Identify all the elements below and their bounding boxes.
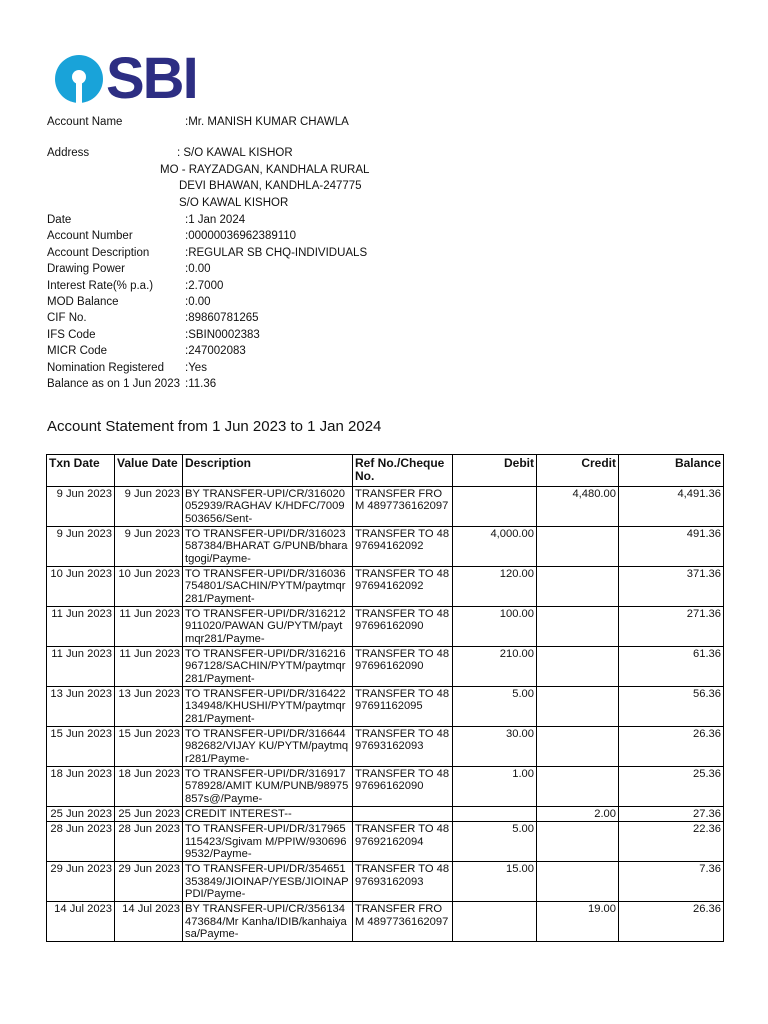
balance-cell-text: 7.36 [699, 863, 721, 876]
ref-no-cell [353, 487, 453, 527]
debit-cell-text: 120.00 [499, 568, 534, 580]
balance-cell [619, 767, 724, 807]
balance-cell [619, 862, 724, 902]
debit-cell [453, 807, 537, 822]
debit-cell [453, 727, 537, 767]
column-header-debit: Debit [453, 455, 537, 487]
table-row [47, 567, 724, 607]
balance-cell-text: 26.36 [693, 728, 721, 740]
account-field-value: :1 Jan 2024 [185, 214, 246, 226]
debit-cell [453, 902, 537, 942]
value-date-cell-text: 18 Jun 2023 [118, 768, 180, 780]
ref-no-cell [353, 862, 453, 902]
txn-date-cell-text: 13 Jun 2023 [50, 688, 112, 700]
account-name-label: Account Name [47, 116, 123, 128]
account-field-label: Account Description [47, 246, 150, 259]
txn-date-cell [47, 687, 115, 727]
ref-no-cell [353, 527, 453, 567]
credit-cell [537, 862, 619, 902]
ref-no-cell-text: TRANSFER FROM 4897736162097 [355, 903, 449, 928]
account-field-label: Date [47, 214, 72, 226]
column-header-ref-no: Ref No./Cheque No. [353, 455, 453, 487]
credit-cell [537, 567, 619, 607]
table-header-row [47, 455, 724, 487]
table-row [47, 727, 724, 767]
transactions-table [46, 454, 724, 942]
table-row [47, 807, 724, 822]
account-field-label: Account Number [47, 230, 133, 243]
balance-cell-text: 4,491.36 [677, 488, 721, 500]
description-cell [183, 527, 353, 567]
debit-cell [453, 687, 537, 727]
credit-cell [537, 727, 619, 767]
description-cell [183, 822, 353, 862]
ref-no-cell [353, 727, 453, 767]
balance-cell-text: 25.36 [693, 768, 721, 780]
txn-date-cell [47, 727, 115, 767]
txn-date-cell [47, 822, 115, 862]
account-field-label: Interest Rate(% p.a.) [47, 279, 154, 292]
value-date-cell-text: 11 Jun 2023 [119, 608, 180, 620]
credit-cell [537, 607, 619, 647]
ref-no-cell-text: TRANSFER TO 4897693162093 [355, 863, 450, 888]
ref-no-cell-text: TRANSFER TO 4897696162090 [355, 768, 450, 793]
credit-cell [537, 487, 619, 527]
value-date-cell-text: 9 Jun 2023 [124, 488, 180, 500]
account-field-value: :11.36 [185, 377, 217, 390]
debit-cell-text: 5.00 [512, 823, 534, 836]
ref-no-cell-text: TRANSFER TO 4897693162093 [355, 728, 450, 753]
value-date-cell [115, 822, 183, 862]
debit-cell-text: 4,000.00 [490, 528, 534, 540]
balance-cell [619, 527, 724, 567]
value-date-cell [115, 727, 183, 767]
credit-cell [537, 527, 619, 567]
balance-cell [619, 822, 724, 862]
txn-date-cell [47, 567, 115, 607]
account-field-value: :0.00 [185, 295, 211, 308]
ref-no-cell [353, 822, 453, 862]
table-row [47, 647, 724, 687]
description-cell-text: TO TRANSFER-UPI/DR/316422134948/KHUSHI/PYTM/paytmqr281/Payment- [185, 688, 346, 725]
debit-cell [453, 822, 537, 862]
txn-date-cell-text: 10 Jun 2023 [50, 568, 112, 580]
debit-cell-text: 210.00 [499, 648, 534, 660]
ref-no-cell-text: TRANSFER TO 4897692162094 [355, 823, 450, 848]
txn-date-cell [47, 607, 115, 647]
value-date-cell [115, 767, 183, 807]
debit-cell [453, 607, 537, 647]
description-cell [183, 487, 353, 527]
account-field-value: :89860781265 [185, 312, 259, 325]
ref-no-cell-text: TRANSFER FROM 4897736162097 [355, 488, 449, 513]
debit-cell-text: 15.00 [506, 863, 534, 876]
credit-cell [537, 807, 619, 822]
account-field-label: MICR Code [47, 345, 108, 358]
credit-cell [537, 822, 619, 862]
txn-date-cell-text: 14 Jul 2023 [54, 903, 112, 916]
description-cell [183, 687, 353, 727]
balance-cell [619, 807, 724, 822]
account-field-value: :00000036962389110 [185, 230, 297, 243]
ref-no-cell [353, 607, 453, 647]
txn-date-cell [47, 647, 115, 687]
description-cell-text: TO TRANSFER-UPI/DR/316036754801/SACHIN/PYTM/paytmqr281/Payment- [185, 568, 346, 605]
balance-cell-text: 26.36 [693, 903, 721, 916]
description-cell-text: TO TRANSFER-UPI/DR/354651353849/JIOINAP/YESB/JIOINAPPDI/Payme- [185, 863, 349, 901]
description-cell [183, 862, 353, 902]
credit-cell [537, 902, 619, 942]
value-date-cell [115, 487, 183, 527]
value-date-cell-text: 25 Jun 2023 [118, 808, 180, 820]
description-cell-text: CREDIT INTEREST-- [185, 808, 292, 820]
account-field-label: MOD Balance [47, 295, 119, 308]
txn-date-cell [47, 527, 115, 567]
credit-cell [537, 687, 619, 727]
column-header-credit: Credit [537, 455, 619, 487]
balance-cell-text: 22.36 [693, 823, 721, 836]
balance-cell [619, 567, 724, 607]
value-date-cell-text: 9 Jun 2023 [124, 528, 180, 540]
account-field-value: :247002083 [185, 345, 246, 358]
description-cell [183, 607, 353, 647]
debit-cell [453, 567, 537, 607]
ref-no-cell-text: TRANSFER TO 4897694162092 [355, 528, 450, 553]
column-header-txn-date: Txn Date [47, 455, 115, 487]
ref-no-cell [353, 687, 453, 727]
value-date-cell [115, 647, 183, 687]
description-cell [183, 807, 353, 822]
balance-cell-text: 61.36 [693, 648, 721, 660]
balance-cell-text: 491.36 [686, 528, 721, 540]
debit-cell [453, 527, 537, 567]
account-field-label: Balance as on 1 Jun 2023 [47, 377, 180, 390]
value-date-cell-text: 13 Jun 2023 [118, 688, 180, 700]
table-row [47, 767, 724, 807]
description-cell-text: TO TRANSFER-UPI/DR/316216967128/SACHIN/PYTM/paytmqr281/Payment- [185, 648, 346, 685]
statement-title: Account Statement from 1 Jun 2023 to 1 Jan 2024 [47, 418, 382, 435]
balance-cell-text: 371.36 [686, 568, 721, 580]
sbi-keyhole-icon [54, 54, 104, 104]
txn-date-cell [47, 487, 115, 527]
value-date-cell [115, 862, 183, 902]
debit-cell [453, 647, 537, 687]
ref-no-cell [353, 567, 453, 607]
description-cell [183, 902, 353, 942]
value-date-cell [115, 807, 183, 822]
description-cell [183, 647, 353, 687]
address-line: S/O KAWAL KISHOR [179, 197, 289, 209]
txn-date-cell-text: 28 Jun 2023 [50, 823, 112, 836]
description-cell [183, 727, 353, 767]
balance-cell [619, 487, 724, 527]
account-field-value: :2.7000 [185, 279, 224, 292]
balance-cell [619, 687, 724, 727]
sbi-logo [54, 46, 197, 111]
value-date-cell-text: 11 Jun 2023 [119, 648, 180, 660]
txn-date-cell-text: 11 Jun 2023 [51, 648, 112, 660]
description-cell-text: TO TRANSFER-UPI/DR/316644982682/VIJAY KU/PYTM/paytmqr281/Payme- [185, 728, 349, 765]
table-row [47, 527, 724, 567]
txn-date-cell-text: 18 Jun 2023 [50, 768, 112, 780]
credit-cell-text: 19.00 [588, 903, 616, 916]
account-field-label: Drawing Power [47, 263, 125, 276]
account-field-value: :0.00 [185, 263, 211, 276]
ref-no-cell [353, 647, 453, 687]
value-date-cell [115, 607, 183, 647]
address-line: : S/O KAWAL KISHOR [177, 147, 293, 159]
debit-cell-text: 30.00 [506, 728, 534, 740]
balance-cell-text: 271.36 [686, 608, 721, 620]
value-date-cell [115, 527, 183, 567]
txn-date-cell [47, 862, 115, 902]
txn-date-cell-text: 9 Jun 2023 [56, 488, 112, 500]
ref-no-cell [353, 902, 453, 942]
column-header-value-date: Value Date [115, 455, 183, 487]
address-line: MO - RAYZADGAN, KANDHALA RURAL [160, 164, 370, 176]
column-header-balance: Balance [619, 455, 724, 487]
value-date-cell [115, 687, 183, 727]
description-cell-text: TO TRANSFER-UPI/DR/316917578928/AMIT KUM/PUNB/98975857s@/Payme- [185, 768, 349, 805]
debit-cell [453, 862, 537, 902]
account-field-label: CIF No. [47, 312, 87, 325]
account-field-value: :Yes [185, 361, 207, 374]
txn-date-cell-text: 15 Jun 2023 [50, 728, 112, 740]
value-date-cell-text: 15 Jun 2023 [118, 728, 180, 740]
address-label: Address [47, 147, 90, 159]
debit-cell [453, 487, 537, 527]
description-cell-text: TO TRANSFER-UPI/DR/317965115423/Sgivam M/PPIW/9306969532/Payme- [185, 823, 347, 861]
table-row [47, 687, 724, 727]
credit-cell-text: 2.00 [594, 808, 616, 820]
sbi-logo-text: SBI [106, 46, 197, 111]
description-cell-text: BY TRANSFER-UPI/CR/356134473684/Mr Kanha/IDIB/kanhaiyasa/Payme- [185, 903, 347, 941]
value-date-cell-text: 10 Jun 2023 [118, 568, 180, 580]
debit-cell [453, 767, 537, 807]
txn-date-cell-text: 9 Jun 2023 [56, 528, 112, 540]
credit-cell-text: 4,480.00 [572, 488, 616, 500]
txn-date-cell-text: 25 Jun 2023 [50, 808, 112, 820]
account-name-value: :Mr. MANISH KUMAR CHAWLA [185, 116, 349, 128]
balance-cell [619, 607, 724, 647]
table-row [47, 822, 724, 862]
value-date-cell [115, 567, 183, 607]
table-row [47, 902, 724, 942]
txn-date-cell-text: 29 Jun 2023 [50, 863, 112, 876]
ref-no-cell [353, 767, 453, 807]
ref-no-cell-text: TRANSFER TO 4897696162090 [355, 608, 450, 633]
description-cell [183, 567, 353, 607]
ref-no-cell-text: TRANSFER TO 4897696162090 [355, 648, 450, 673]
account-field-value: :REGULAR SB CHQ-INDIVIDUALS [185, 246, 368, 259]
credit-cell [537, 647, 619, 687]
debit-cell-text: 1.00 [512, 768, 534, 780]
value-date-cell-text: 29 Jun 2023 [118, 863, 180, 876]
address-line: DEVI BHAWAN, KANDHLA-247775 [179, 180, 362, 192]
column-header-description: Description [183, 455, 353, 487]
ref-no-cell-text: TRANSFER TO 4897694162092 [355, 568, 450, 593]
table-row [47, 607, 724, 647]
description-cell [183, 767, 353, 807]
value-date-cell [115, 902, 183, 942]
account-field-value: :SBIN0002383 [185, 328, 260, 341]
balance-cell-text: 27.36 [693, 808, 721, 820]
debit-cell-text: 5.00 [512, 688, 534, 700]
txn-date-cell [47, 767, 115, 807]
table-row [47, 862, 724, 902]
txn-date-cell [47, 807, 115, 822]
account-field-label: Nomination Registered [47, 361, 164, 374]
credit-cell [537, 767, 619, 807]
value-date-cell-text: 14 Jul 2023 [122, 903, 180, 916]
ref-no-cell [353, 807, 453, 822]
account-field-label: IFS Code [47, 328, 96, 341]
balance-cell [619, 647, 724, 687]
balance-cell [619, 902, 724, 942]
description-cell-text: TO TRANSFER-UPI/DR/316023587384/BHARAT G/PUNB/bharatgogi/Payme- [185, 528, 348, 565]
description-cell-text: BY TRANSFER-UPI/CR/316020052939/RAGHAV K/HDFC/7009503656/Sent- [185, 488, 346, 525]
description-cell-text: TO TRANSFER-UPI/DR/316212911020/PAWAN GU/PYTM/paytmqr281/Payme- [185, 608, 346, 645]
balance-cell [619, 727, 724, 767]
value-date-cell-text: 28 Jun 2023 [118, 823, 180, 836]
balance-cell-text: 56.36 [693, 688, 721, 700]
txn-date-cell [47, 902, 115, 942]
txn-date-cell-text: 11 Jun 2023 [51, 608, 112, 620]
debit-cell-text: 100.00 [499, 608, 534, 620]
table-row [47, 487, 724, 527]
ref-no-cell-text: TRANSFER TO 4897691162095 [355, 688, 450, 713]
